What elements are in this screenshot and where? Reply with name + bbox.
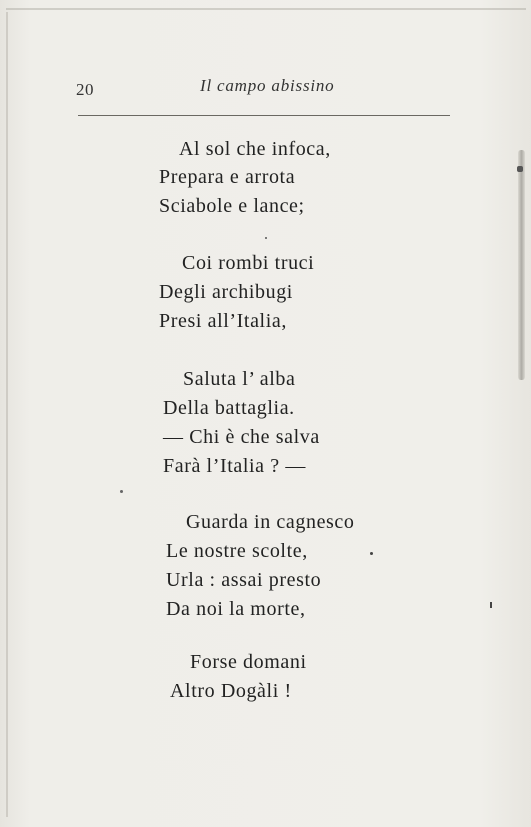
poem-line: — Chi è che salva xyxy=(163,426,320,448)
ink-speck xyxy=(517,166,523,172)
poem-line: Altro Dogàli ! xyxy=(170,680,292,702)
poem-line: Sciabole e lance; xyxy=(159,195,305,217)
poem-line: Degli archibugi xyxy=(159,281,293,303)
poem-line: Della battaglia. xyxy=(163,397,295,419)
poem-line: Urla : assai presto xyxy=(166,569,322,591)
poem-line: Farà l’Italia ? — xyxy=(163,455,306,477)
page-right-shadow xyxy=(518,150,525,380)
running-title: Il campo abissino xyxy=(200,76,335,95)
header-rule xyxy=(78,115,450,116)
poem-line: Le nostre scolte, xyxy=(166,540,308,562)
page-top-edge xyxy=(6,8,526,10)
ink-speck xyxy=(370,552,373,555)
poem-line: Forse domani xyxy=(190,651,307,673)
poem-line: Da noi la morte, xyxy=(166,598,306,620)
poem-line: Coi rombi truci xyxy=(182,252,315,274)
ink-speck xyxy=(490,602,492,608)
ink-speck xyxy=(265,237,267,239)
poem-line: Saluta l’ alba xyxy=(183,368,296,390)
poem-line: Presi all’Italia, xyxy=(159,310,287,332)
page-binding-edge xyxy=(6,12,8,817)
poem-line: Al sol che infoca, xyxy=(179,138,331,160)
poem-line: Prepara e arrota xyxy=(159,166,296,188)
poem-line: Guarda in cagnesco xyxy=(186,511,355,533)
page-number: 20 xyxy=(76,80,94,99)
ink-speck xyxy=(120,490,123,493)
